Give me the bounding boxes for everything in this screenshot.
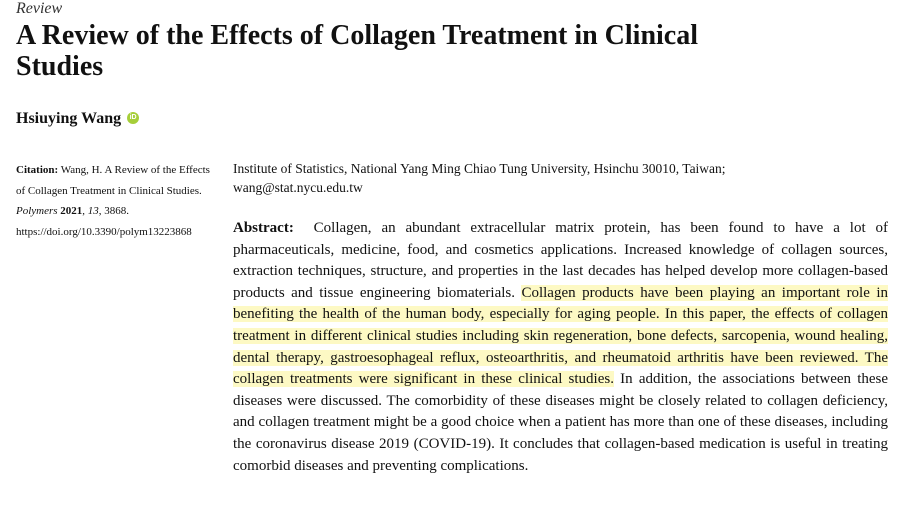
article-type-label: Review: [16, 0, 63, 17]
author-line: [16, 110, 139, 128]
orcid-icon[interactable]: iD: [127, 112, 139, 124]
citation-journal: Polymers: [16, 205, 58, 217]
abstract-label: Abstract:: [233, 220, 294, 236]
affiliation-institution: Institute of Statistics, National Yang Ming Chiao Tung University, Hsinchu 30010, Taiwan;: [233, 161, 726, 176]
abstract-text-intro: Collagen, an abundant extracellular matrix protein, has been found to have a lot of pharmaceuticals, medicine, food, and cosmetics applications. Increased knowledge of collagen sources, extraction techniques, structure, and properties in the last decades has helped develop more collagen-based products and tissue engineering biomaterials.: [233, 220, 889, 301]
citation-volume: 13: [87, 205, 99, 217]
citation-doi[interactable]: 3868. https://doi.org/10.3390/polym13223868: [16, 205, 192, 238]
affiliation-email[interactable]: wang@stat.nycu.edu.tw: [233, 179, 363, 195]
abstract-text-conclusion: In addition, the associations between these diseases were discussed. The comorbidity of these diseases might be closely related to collagen deficiency, and collagen treatment might be a good choice when a patient has more than one of these diseases, including the coronavirus disease 2019 (COVID-19). It concludes that collagen-based medication is useful in treating comorbid diseases and preventing complications.: [233, 371, 889, 474]
author-name: Hsiuying Wang: [16, 110, 122, 127]
abstract: [233, 218, 888, 477]
abstract-highlighted-text: Collagen products have been playing an important role in benefiting the health of the human body, especially for aging people. In this paper, the effects of collagen treatment in different clinical studies including skin regeneration, bone defects, sarcopenia, wound healing, dental therapy, gastroesophageal reflux, osteoarthritis, and rheumatoid arthritis have been reviewed. The collagen treatments were significant in these clinical studies.: [233, 284, 889, 388]
citation-year: 2021: [60, 205, 83, 217]
citation-label: Citation:: [16, 164, 59, 176]
paper-title: A Review of the Effects of Collagen Treatment in Clinical Studies: [16, 20, 699, 82]
citation-text: Wang, H. A Review of the Effects of Collagen Treatment in Clinical Studies.: [16, 164, 210, 197]
citation-block: Citation: Wang, H. A Review of the Effects of Collagen Treatment in Clinical Studies. Polymers 2021, 13, 3868. https://doi.org/10.3390/polym13223868: [16, 164, 210, 238]
affiliation-block: [233, 160, 873, 197]
